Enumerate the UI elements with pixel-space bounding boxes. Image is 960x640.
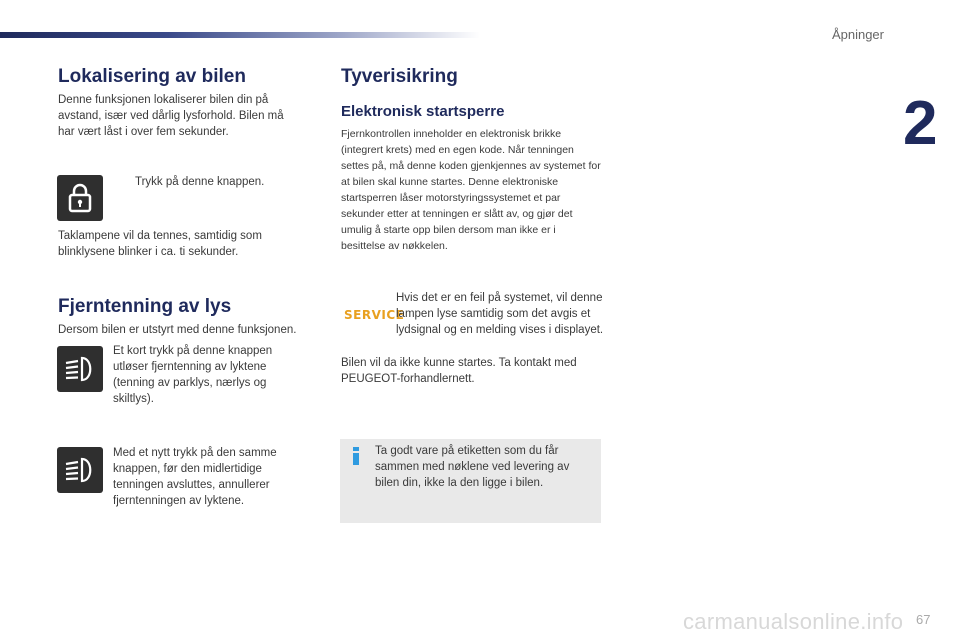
lights-button-icon-2: [57, 447, 103, 493]
lock-button-icon: [57, 175, 103, 221]
headlight-icon: [63, 355, 97, 383]
lights-step1: Et kort trykk på denne knappen utløser fjerntenning av lyktene (tenning av parklys, nærlys og skiltlys).: [113, 345, 273, 405]
watermark: carmanualsonline.info: [683, 609, 904, 634]
padlock-icon: [65, 182, 95, 214]
headlight-icon: [63, 456, 97, 484]
header-bar: [0, 32, 480, 38]
locate-step: Trykk på denne knappen.: [135, 176, 265, 188]
info-icon: [353, 447, 359, 465]
fault-result: Bilen vil da ikke kunne startes. Ta kontakt med PEUGEOT-forhandlernett.: [341, 357, 577, 385]
section-title: Åpninger: [831, 27, 884, 42]
fault-text: Hvis det er en feil på systemet, vil denne lampen lyse samtidig som det avgis et lydsignal og en melding vises i displayet.: [396, 292, 604, 336]
lights-intro: Dersom bilen er utstyrt med denne funksjonen.: [58, 324, 297, 336]
info-box: [340, 439, 601, 523]
locate-title: Lokalisering av bilen: [58, 66, 246, 87]
chapter-number: 2: [903, 89, 938, 158]
immobilizer-body: Fjernkontrollen inneholder en elektronisk brikke (integrert krets) med en egen kode. Når tenningen settes på, må denne koden gjenkjennes av systemet for at bilen skal kunne startes. Denne elektroniske startsperren låser motorstyringssystemet et par sekunder etter at tenningen er slått av, og gjør det umulig å starte opp bilen dersom man ikke er i besittelse av nøkkelen.: [341, 128, 601, 252]
service-warning-icon: SERVICE: [344, 308, 405, 322]
theft-title: Tyverisikring: [341, 66, 458, 87]
lights-button-icon-1: [57, 346, 103, 392]
locate-result: Taklampene vil da tennes, samtidig som blinklysene blinker i ca. ti sekunder.: [58, 230, 262, 258]
lights-step2: Med et nytt trykk på den samme knappen, før den midlertidige tenningen avsluttes, annullerer fjerntenningen av lyktene.: [113, 447, 277, 507]
locate-intro: Denne funksjonen lokaliserer bilen din på avstand, især ved dårlig lysforhold. Bilen må har vært låst i over fem sekunder.: [58, 94, 284, 138]
immobilizer-subtitle: Elektronisk startsperre: [341, 103, 505, 120]
page-number: 67: [916, 612, 931, 627]
info-text: Ta godt vare på etiketten som du får sammen med nøklene ved levering av bilen din, ikke la den ligge i bilen.: [375, 445, 570, 489]
lights-title: Fjerntenning av lys: [58, 296, 232, 317]
